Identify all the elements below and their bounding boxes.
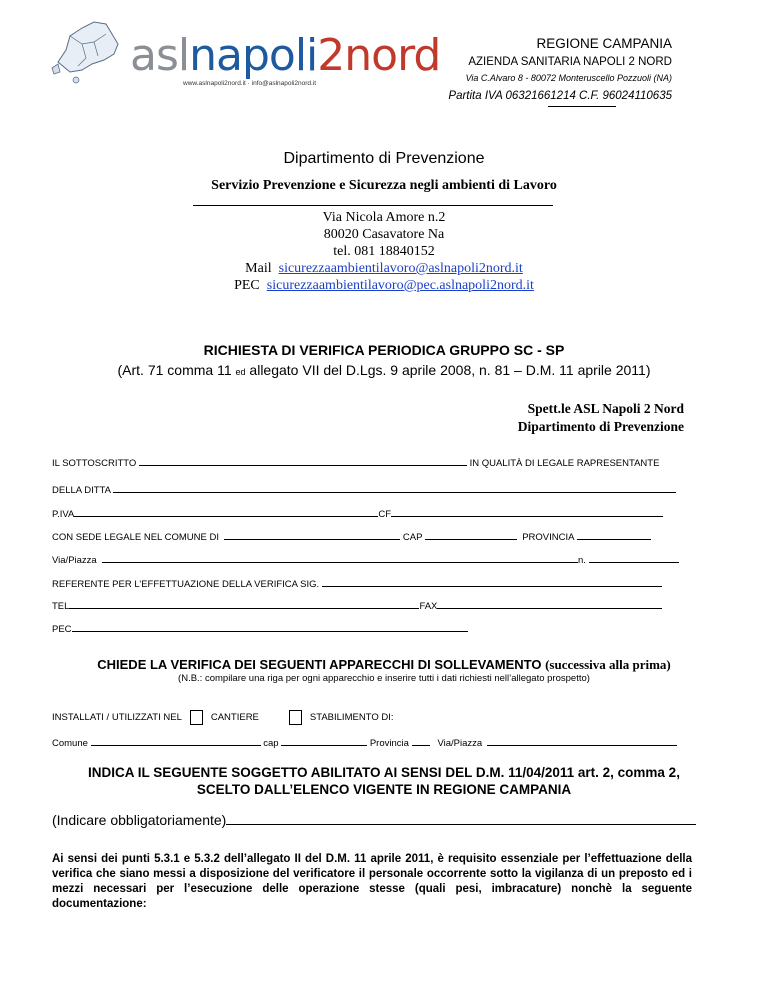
cf-field[interactable] (391, 507, 663, 517)
recipient-line1: Spett.le ASL Napoli 2 Nord (527, 401, 684, 416)
tel-field[interactable] (69, 599, 419, 609)
indica-line2: SCELTO DALL’ELENCO VIGENTE IN REGIONE CAMPANIA (196, 782, 572, 797)
row-sede: CON SEDE LEGALE NEL COMUNE DI CAP PROVINCIA (52, 530, 651, 543)
civico-field[interactable] (589, 553, 679, 563)
soggetto-abilitato-field[interactable] (226, 812, 696, 825)
row-ditta: DELLA DITTA (52, 483, 676, 496)
row-obbligatorio: (Indicare obbligatoriamente) (52, 812, 696, 828)
provincia-field[interactable] (577, 530, 651, 540)
install-via-field[interactable] (487, 736, 677, 746)
row-comune: Comune cap Provincia Via/Piazza (52, 736, 677, 749)
row-installati: INSTALLATI / UTILIZZATI NEL CANTIERE STABILIMENTO DI: (52, 710, 394, 725)
service-title: Servizio Prevenzione e Sicurezza negli ambienti di Lavoro (211, 178, 557, 193)
dept-street: Via Nicola Amore n.2 (322, 210, 446, 225)
fax-field[interactable] (437, 599, 662, 609)
row-piva: P.IVA CF (52, 507, 663, 520)
piva-cf: Partita IVA 06321661214 C.F. 96024110635 (448, 90, 672, 102)
region-name: REGIONE CAMPANIA (536, 36, 672, 51)
install-cap-field[interactable] (281, 736, 367, 746)
piva-field[interactable] (74, 507, 378, 517)
department-title: Dipartimento di Prevenzione (283, 150, 485, 167)
mail-link[interactable]: sicurezzaambientilavoro@aslnapoli2nord.it (278, 261, 523, 276)
dept-tel: tel. 081 18840152 (333, 244, 435, 259)
cantiere-checkbox[interactable] (190, 710, 203, 725)
logo-map-graphic (48, 14, 132, 84)
via-field[interactable] (102, 553, 578, 563)
stabilimento-checkbox[interactable] (289, 710, 302, 725)
pec-field[interactable] (72, 622, 468, 632)
recipient-line2: Dipartimento di Prevenzione (517, 419, 684, 434)
dept-city: 80020 Casavatore Na (323, 227, 445, 242)
sottoscritto-field[interactable] (139, 456, 467, 466)
install-comune-field[interactable] (91, 736, 261, 746)
logo-wordmark: aslnapoli2nord (130, 30, 441, 81)
logo-url: www.aslnapoli2nord.it · info@aslnapoli2nord.it (183, 80, 317, 87)
chiede-note: (N.B.: compilare una riga per ogni apparecchio e inserire tutti i dati richiesti nell’allegato prospetto) (178, 673, 590, 684)
row-tel: TEL FAX (52, 599, 662, 612)
service-rule (193, 205, 553, 206)
pec-link[interactable]: sicurezzaambientilavoro@pec.aslnapoli2nord.it (266, 278, 534, 293)
indica-line1: INDICA IL SEGUENTE SOGGETTO ABILITATO AI SENSI DEL D.M. 11/04/2011 art. 2, comma 2, (88, 765, 680, 780)
install-provincia-field[interactable] (412, 736, 430, 746)
chiede-title: CHIEDE LA VERIFICA DEI SEGUENTI APPARECCHI DI SOLLEVAMENTO (successiva alla prima) (97, 657, 671, 672)
row-sottoscritto: IL SOTTOSCRITTO IN QUALITÀ DI LEGALE RAPRESENTANTE (52, 458, 660, 469)
comune-field[interactable] (224, 530, 400, 540)
row-pec: PEC (52, 622, 468, 635)
requirements-paragraph: Ai sensi dei punti 5.3.1 e 5.3.2 dell’allegato II del D.M. 11 aprile 2011, è requisito essenziale per l’effettuazione della verifica che siano messi a disposizione del verificatore il personale occorrente sotto la vigilanza di un preposto ed i mezzi necessari per l’esecuzione delle operazione stesse (quali pesi, imbracature) nonchè la seguente documentazione: (52, 853, 692, 910)
row-via: Via/Piazza n. (52, 553, 679, 566)
dept-mail-line: Mail sicurezzaambientilavoro@aslnapoli2nord.it (245, 261, 523, 276)
row-referente: REFERENTE PER L’EFFETTUAZIONE DELLA VERIFICA SIG. (52, 577, 662, 590)
cap-field[interactable] (425, 530, 517, 540)
ditta-field[interactable] (113, 483, 676, 493)
dept-pec-line: PEC sicurezzaambientilavoro@pec.aslnapoli2nord.it (234, 278, 534, 293)
referente-field[interactable] (322, 577, 662, 587)
request-title: RICHIESTA DI VERIFICA PERIODICA GRUPPO SC - SP (203, 342, 565, 358)
azienda-name: AZIENDA SANITARIA NAPOLI 2 NORD (468, 56, 672, 68)
request-subtitle: (Art. 71 comma 11 ed allegato VII del D.Lgs. 9 aprile 2008, n. 81 – D.M. 11 aprile 2011) (117, 362, 651, 378)
header-rule (548, 106, 616, 107)
azienda-address: Via C.Alvaro 8 - 80072 Monteruscello Pozzuoli (NA) (465, 73, 672, 83)
